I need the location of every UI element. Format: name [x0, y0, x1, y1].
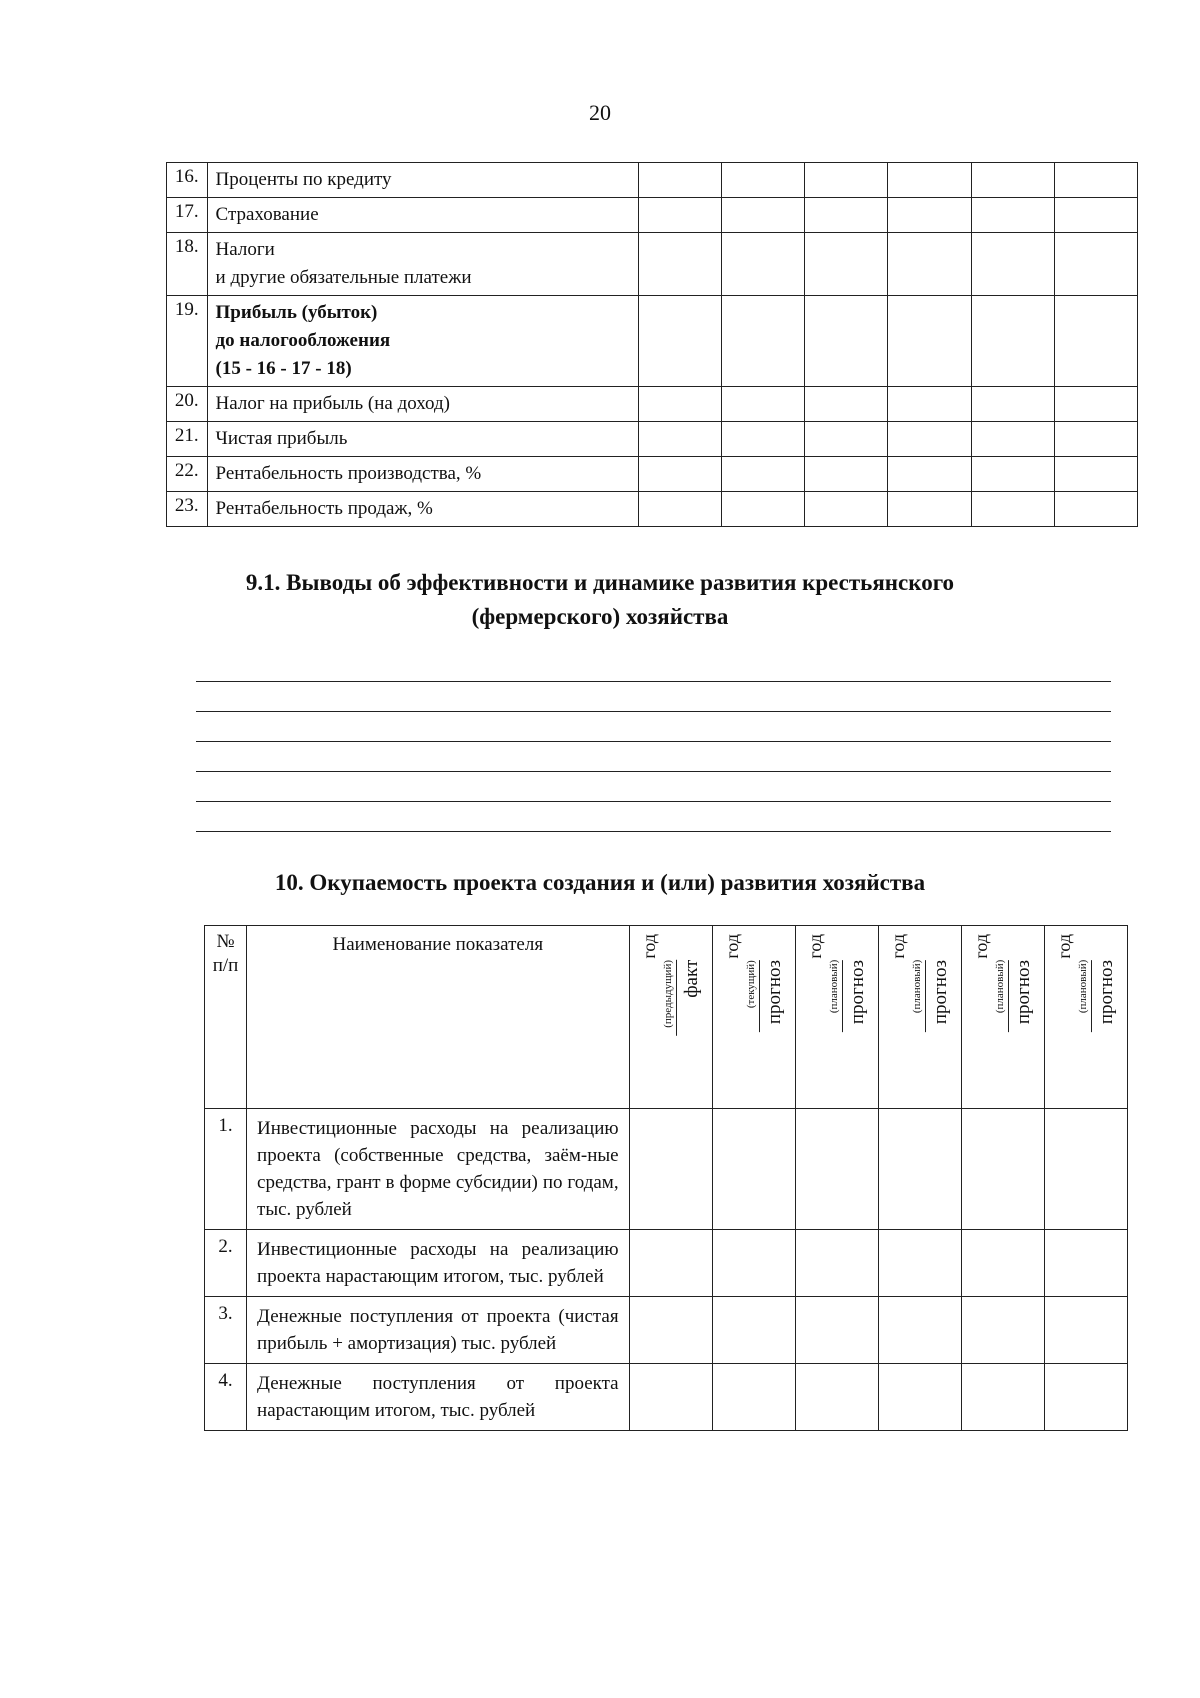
- section-9-1-title: [0, 566, 1200, 634]
- value-cell[interactable]: [795, 1364, 878, 1431]
- conclusion-fill-line[interactable]: [196, 681, 1111, 682]
- value-cell[interactable]: [638, 422, 721, 457]
- value-cell[interactable]: [1044, 1230, 1127, 1297]
- value-cell[interactable]: [629, 1297, 712, 1364]
- value-cell[interactable]: [805, 296, 888, 387]
- value-cell[interactable]: [971, 296, 1054, 387]
- row-number: 1.: [205, 1109, 247, 1230]
- conclusion-fill-line[interactable]: [196, 801, 1111, 802]
- section-9-1-title-line2: (фермерского) хозяйства: [471, 604, 729, 629]
- row-number: 20.: [167, 387, 208, 422]
- value-cell[interactable]: [888, 163, 971, 198]
- year-period-column: [828, 926, 869, 1032]
- value-cell[interactable]: [888, 296, 971, 387]
- table-row: [205, 1109, 1128, 1230]
- value-cell[interactable]: [888, 457, 971, 492]
- value-cell[interactable]: [971, 492, 1054, 527]
- value-cell[interactable]: [878, 1297, 961, 1364]
- row-number: 21.: [167, 422, 208, 457]
- value-cell[interactable]: [805, 387, 888, 422]
- value-cell[interactable]: [888, 387, 971, 422]
- row-name: Рентабельность продаж, %: [207, 492, 638, 527]
- value-cell[interactable]: [805, 233, 888, 296]
- value-cell[interactable]: [888, 422, 971, 457]
- year-period-column: [745, 926, 786, 1032]
- value-cell[interactable]: [638, 163, 721, 198]
- conclusion-fill-line[interactable]: [196, 741, 1111, 742]
- value-cell[interactable]: [795, 1230, 878, 1297]
- header-year: [712, 926, 795, 1109]
- year-period-column: [662, 926, 703, 1036]
- year-period-label: (плановый): [911, 960, 926, 1032]
- value-cell[interactable]: [805, 198, 888, 233]
- value-cell[interactable]: [638, 233, 721, 296]
- row-number: 17.: [167, 198, 208, 233]
- table-row: [167, 233, 1138, 296]
- value-cell[interactable]: [1054, 163, 1137, 198]
- value-cell[interactable]: [722, 163, 805, 198]
- row-number: 3.: [205, 1297, 247, 1364]
- header-num: № п/п: [205, 926, 247, 1109]
- value-cell[interactable]: [971, 198, 1054, 233]
- year-god-column: [805, 926, 826, 959]
- year-kind-label: прогноз: [1095, 960, 1117, 1025]
- year-period-label: (предыдущий): [662, 960, 677, 1036]
- year-god-label: год: [970, 934, 991, 959]
- value-cell[interactable]: [961, 1297, 1044, 1364]
- value-cell[interactable]: [888, 198, 971, 233]
- row-name: Налоги и другие обязательные платежи: [207, 233, 638, 296]
- value-cell[interactable]: [1054, 387, 1137, 422]
- year-period-column: [1077, 926, 1118, 1032]
- value-cell[interactable]: [961, 1230, 1044, 1297]
- row-name: Страхование: [207, 198, 638, 233]
- header-name: Наименование показателя: [247, 926, 630, 1109]
- table-row: [167, 198, 1138, 233]
- row-number: 18.: [167, 233, 208, 296]
- year-kind-label: прогноз: [763, 960, 785, 1025]
- value-cell[interactable]: [878, 1230, 961, 1297]
- year-period-column: [911, 926, 952, 1032]
- value-cell[interactable]: [971, 387, 1054, 422]
- year-period-label: (плановый): [1077, 960, 1092, 1032]
- value-cell[interactable]: [1054, 492, 1137, 527]
- year-period-label: (плановый): [994, 960, 1009, 1032]
- year-label-stack: [971, 926, 1035, 1032]
- year-kind-label: прогноз: [929, 960, 951, 1025]
- year-label-stack: [805, 926, 869, 1032]
- value-cell[interactable]: [1044, 1364, 1127, 1431]
- value-cell[interactable]: [629, 1109, 712, 1230]
- year-kind-label: прогноз: [846, 960, 868, 1025]
- table-row: [167, 457, 1138, 492]
- value-cell[interactable]: [961, 1109, 1044, 1230]
- value-cell[interactable]: [971, 422, 1054, 457]
- value-cell[interactable]: [722, 387, 805, 422]
- year-god-column: [1054, 926, 1075, 959]
- value-cell[interactable]: [722, 198, 805, 233]
- value-cell[interactable]: [971, 163, 1054, 198]
- row-number: 4.: [205, 1364, 247, 1431]
- value-cell[interactable]: [722, 233, 805, 296]
- value-cell[interactable]: [638, 387, 721, 422]
- value-cell[interactable]: [805, 163, 888, 198]
- header-year: [629, 926, 712, 1109]
- value-cell[interactable]: [722, 457, 805, 492]
- section-10-title: 10. Окупаемость проекта создания и (или) развития хозяйства: [274, 870, 926, 895]
- year-period-column: [994, 926, 1035, 1032]
- conclusion-fill-line[interactable]: [196, 711, 1111, 712]
- value-cell[interactable]: [1054, 296, 1137, 387]
- year-label-stack: [639, 926, 703, 1036]
- row-name: Проценты по кредиту: [207, 163, 638, 198]
- value-cell[interactable]: [1054, 198, 1137, 233]
- value-cell[interactable]: [888, 492, 971, 527]
- value-cell[interactable]: [638, 296, 721, 387]
- row-name: Прибыль (убыток) до налогообложения (15 - 16 - 17 - 18): [207, 296, 638, 387]
- table-row: [167, 163, 1138, 198]
- value-cell[interactable]: [878, 1109, 961, 1230]
- header-year: [1044, 926, 1127, 1109]
- year-god-label: год: [638, 934, 659, 959]
- value-cell[interactable]: [629, 1230, 712, 1297]
- value-cell[interactable]: [712, 1364, 795, 1431]
- value-cell[interactable]: [722, 492, 805, 527]
- value-cell[interactable]: [1044, 1109, 1127, 1230]
- value-cell[interactable]: [712, 1297, 795, 1364]
- value-cell[interactable]: [722, 296, 805, 387]
- table-row: [205, 1364, 1128, 1431]
- value-cell[interactable]: [805, 457, 888, 492]
- value-cell[interactable]: [795, 1109, 878, 1230]
- financial-results-table: [166, 162, 1138, 527]
- year-god-label: год: [721, 934, 742, 959]
- year-label-stack: [1054, 926, 1118, 1032]
- year-god-label: год: [1053, 934, 1074, 959]
- table-row: [167, 492, 1138, 527]
- table-row: [167, 387, 1138, 422]
- value-cell[interactable]: [1054, 233, 1137, 296]
- table-row: [167, 296, 1138, 387]
- value-cell[interactable]: [805, 492, 888, 527]
- row-number: 19.: [167, 296, 208, 387]
- row-name: Денежные поступления от проекта нарастающим итогом, тыс. рублей: [247, 1364, 630, 1431]
- value-cell[interactable]: [971, 457, 1054, 492]
- page-number: 20: [589, 100, 611, 125]
- value-cell[interactable]: [638, 457, 721, 492]
- row-number: 16.: [167, 163, 208, 198]
- year-label-stack: [888, 926, 952, 1032]
- table-row: [205, 1230, 1128, 1297]
- value-cell[interactable]: [722, 422, 805, 457]
- header-year: [795, 926, 878, 1109]
- year-god-label: год: [887, 934, 908, 959]
- value-cell[interactable]: [805, 422, 888, 457]
- table-row: [167, 422, 1138, 457]
- table-row: [205, 1297, 1128, 1364]
- value-cell[interactable]: [638, 492, 721, 527]
- payback-table: [204, 925, 1128, 1431]
- year-god-column: [639, 926, 660, 959]
- section-9-1-title-line1: 9.1. Выводы об эффективности и динамике развития крестьянского: [245, 570, 955, 595]
- value-cell[interactable]: [712, 1109, 795, 1230]
- row-name: Денежные поступления от проекта (чистая прибыль + амортизация) тыс. рублей: [247, 1297, 630, 1364]
- conclusion-fill-line[interactable]: [196, 771, 1111, 772]
- value-cell[interactable]: [1054, 457, 1137, 492]
- value-cell[interactable]: [712, 1230, 795, 1297]
- value-cell[interactable]: [1054, 422, 1137, 457]
- year-god-column: [888, 926, 909, 959]
- value-cell[interactable]: [878, 1364, 961, 1431]
- year-period-label: (текущий): [745, 960, 760, 1032]
- year-kind-label: прогноз: [1012, 960, 1034, 1025]
- row-number: 23.: [167, 492, 208, 527]
- row-name: Рентабельность производства, %: [207, 457, 638, 492]
- year-label-stack: [722, 926, 786, 1032]
- year-god-label: год: [804, 934, 825, 959]
- year-kind-label: факт: [680, 960, 702, 999]
- row-name: Инвестиционные расходы на реализацию проекта (собственные средства, заём-ные средства, грант в форме субсидии) по годам, тыс. рублей: [247, 1109, 630, 1230]
- value-cell[interactable]: [795, 1297, 878, 1364]
- value-cell[interactable]: [629, 1364, 712, 1431]
- value-cell[interactable]: [888, 233, 971, 296]
- conclusion-fill-line[interactable]: [196, 831, 1111, 832]
- value-cell[interactable]: [1044, 1297, 1127, 1364]
- row-name: Чистая прибыль: [207, 422, 638, 457]
- year-period-label: (плановый): [828, 960, 843, 1032]
- value-cell[interactable]: [971, 233, 1054, 296]
- header-year: [961, 926, 1044, 1109]
- row-name: Налог на прибыль (на доход): [207, 387, 638, 422]
- header-year: [878, 926, 961, 1109]
- row-number: 22.: [167, 457, 208, 492]
- year-god-column: [722, 926, 743, 959]
- row-name: Инвестиционные расходы на реализацию проекта нарастающим итогом, тыс. рублей: [247, 1230, 630, 1297]
- value-cell[interactable]: [638, 198, 721, 233]
- year-god-column: [971, 926, 992, 959]
- row-number: 2.: [205, 1230, 247, 1297]
- value-cell[interactable]: [961, 1364, 1044, 1431]
